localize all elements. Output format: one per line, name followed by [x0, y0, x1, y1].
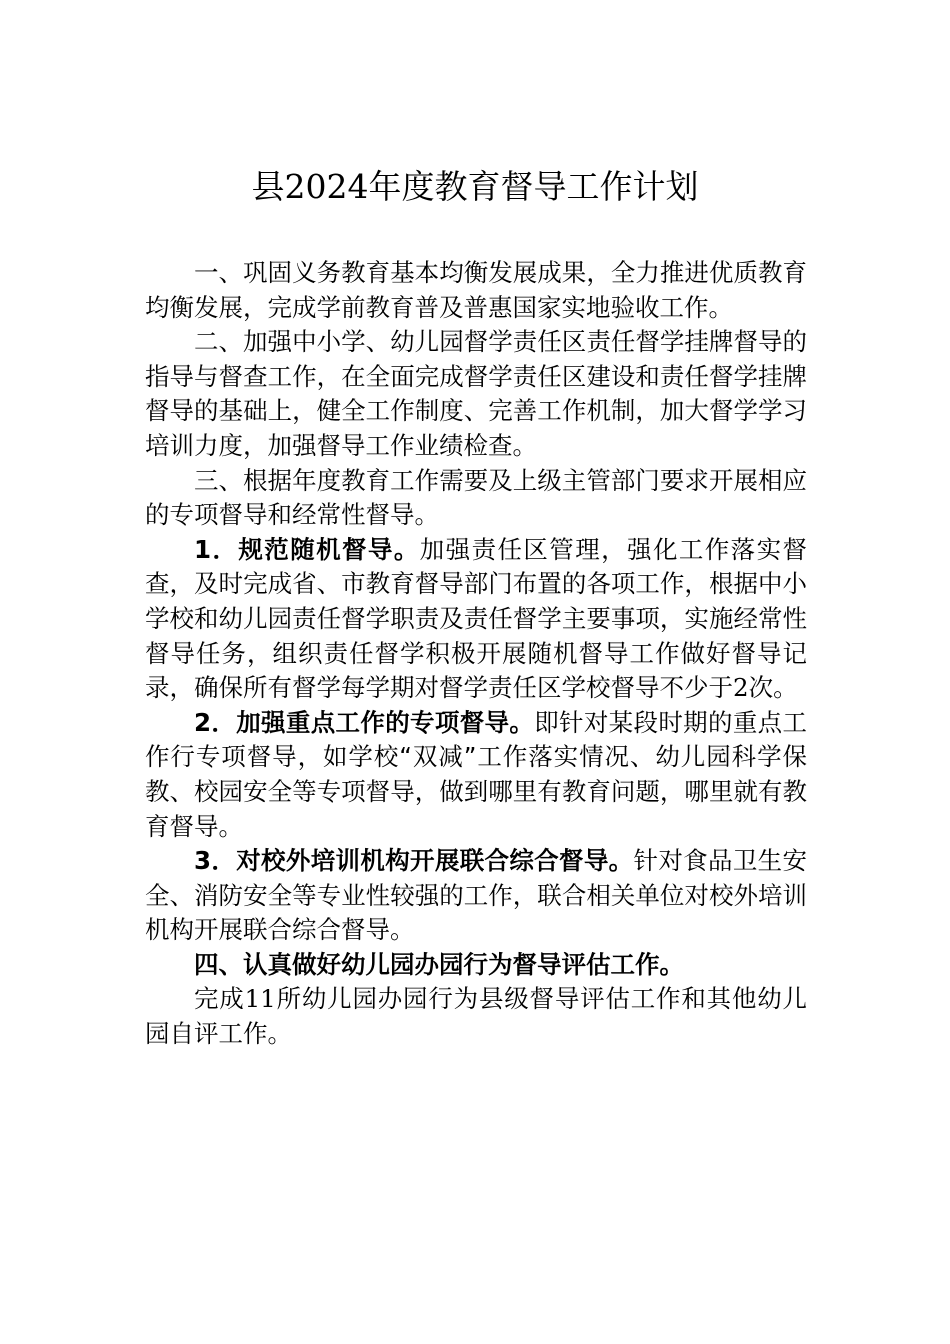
- paragraph-6: [145, 844, 807, 948]
- paragraph-6-body: 针对食品卫生安全、消防安全等专业性较强的工作，联合相关单位对校外培训机构开展联合综合督导。: [145, 846, 808, 945]
- page-title: [0, 163, 950, 211]
- title-suffix: 年度教育督导工作计划: [368, 167, 699, 206]
- paragraph-3: 三、根据年度教育工作需要及上级主管部门要求开展相应的专项督导和经常性督导。: [145, 465, 807, 530]
- paragraph-6-heading: 3．对校外培训机构开展联合综合督导。: [194, 846, 634, 876]
- paragraph-4-body-b: 次。: [748, 673, 798, 703]
- paragraph-4-number: 2: [733, 673, 749, 703]
- title-year: 2024: [284, 167, 369, 206]
- paragraph-4: [145, 533, 807, 706]
- paragraph-4-heading: 1．规范随机督导。: [194, 534, 420, 564]
- paragraph-5-heading: 2．加强重点工作的专项督导。: [194, 707, 535, 737]
- paragraph-7-heading: 四、认真做好幼儿园办园行为督导评估工作。: [194, 949, 684, 979]
- paragraph-8: [145, 982, 807, 1051]
- paragraph-2: 二、加强中小学、幼儿园督学责任区责任督学挂牌督导的指导与督查工作，在全面完成督学责任区建设和责任督学挂牌督导的基础上，健全工作制度、完善工作机制，加大督学学习培训力度，加强督导工作业绩检查。: [145, 327, 807, 460]
- document-body: [145, 256, 807, 1052]
- paragraph-8-number: 11: [244, 984, 276, 1014]
- paragraph-5-body: 即针对某段时期的重点工作行专项督导，如学校“双减”工作落实情况、幼儿园科学保教、校园安全等专项督导，做到哪里有教育问题，哪里就有教育督导。: [145, 707, 808, 841]
- paragraph-4-body-a: 加强责任区管理，强化工作落实督查，及时完成省、市教育督导部门布置的各项工作，根据中小学校和幼儿园责任督学职责及责任督学主要事项，实施经常性督导任务，组织责任督学积极开展随机督导工作做好督导记录，确保所有督学每学期对督学责任区学校督导不少于: [145, 534, 808, 703]
- paragraph-8-body-a: 完成: [194, 984, 245, 1014]
- paragraph-1: 一、巩固义务教育基本均衡发展成果，全力推进优质教育均衡发展，完成学前教育普及普惠国家实地验收工作。: [145, 258, 807, 322]
- title-prefix: 县: [251, 167, 285, 206]
- paragraph-8-body-b: 所幼儿园办园行为县级督导评估工作和其他幼儿园自评工作。: [145, 984, 807, 1049]
- paragraph-5: [145, 706, 807, 844]
